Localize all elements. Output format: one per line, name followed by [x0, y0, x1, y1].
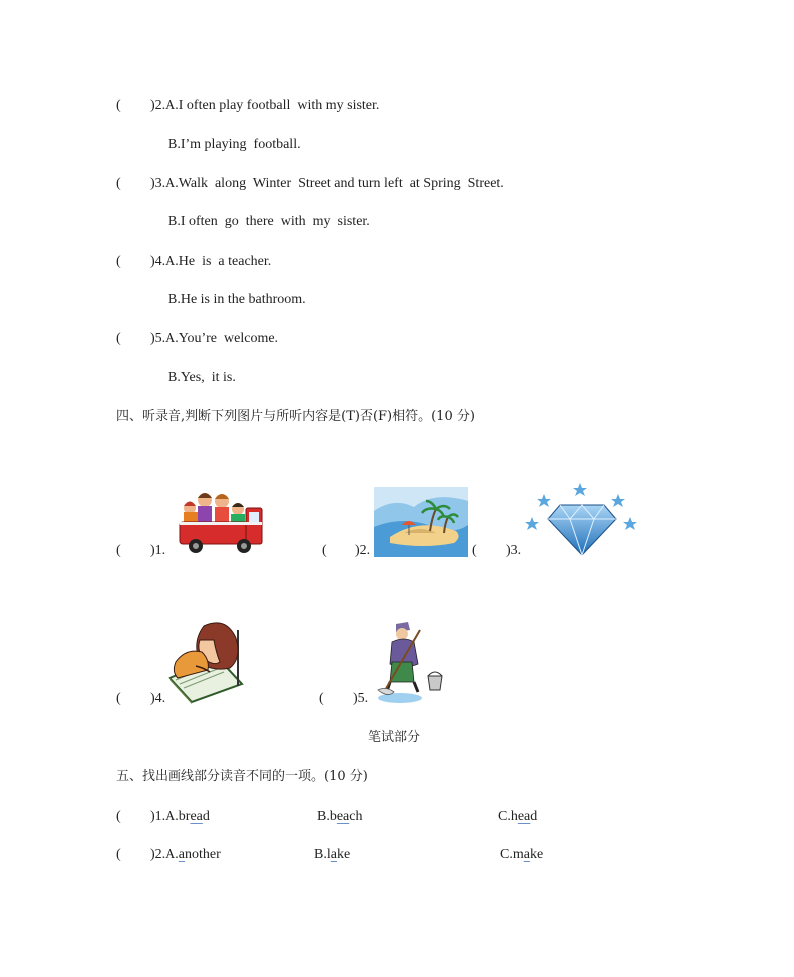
question-4-a: )4.A.He is a teacher.	[150, 254, 272, 269]
paren-open-2: (	[116, 98, 121, 113]
s5-row-1-option-a: )1.A.bread	[150, 809, 210, 824]
pic-item-4-paren: (	[116, 691, 121, 706]
question-2-a: )2.A.I often play football with my sister.	[150, 98, 380, 113]
paren-open-5: (	[116, 331, 121, 346]
beach-island-image	[374, 487, 468, 557]
s5-row-2-option-b: B.lake	[314, 847, 351, 862]
pic-item-3-label: )3.	[506, 543, 522, 558]
girl-writing-image	[166, 618, 246, 704]
question-5-b: B.Yes, it is.	[168, 370, 236, 385]
s5-row-1-paren: (	[116, 809, 121, 824]
s5-row-2-paren: (	[116, 847, 121, 862]
pic-item-4-label: )4.	[150, 691, 166, 706]
diamond-with-stars-image	[524, 481, 638, 557]
pic-item-5-paren: (	[319, 691, 324, 706]
question-3-a: )3.A.Walk along Winter Street and turn left at Spring Street.	[150, 176, 504, 191]
paren-open-3: (	[116, 176, 121, 191]
question-4-b: B.He is in the bathroom.	[168, 292, 306, 307]
bus-with-children-image	[176, 488, 266, 554]
pic-item-5-label: )5.	[353, 691, 369, 706]
pic-item-2-paren: (	[322, 543, 327, 558]
section-4-heading: 四、听录音,判断下列图片与所听内容是(T)否(F)相符。(10 分)	[116, 409, 475, 424]
pic-item-1-paren: (	[116, 543, 121, 558]
question-3-b: B.I often go there with my sister.	[168, 214, 370, 229]
section-5-heading: 五、找出画线部分读音不同的一项。(10 分)	[116, 769, 368, 784]
pic-item-3-paren: (	[472, 543, 477, 558]
paren-open-4: (	[116, 254, 121, 269]
s5-row-1-option-b: B.beach	[317, 809, 363, 824]
s5-row-2-option-a: )2.A.another	[150, 847, 221, 862]
question-5-a: )5.A.You’re welcome.	[150, 331, 279, 346]
question-2-b: B.I’m playing football.	[168, 137, 301, 152]
s5-row-2-option-c: C.make	[500, 847, 544, 862]
written-part-title: 笔试部分	[368, 730, 421, 745]
woman-mopping-image	[374, 620, 448, 706]
s5-row-1-option-c: C.head	[498, 809, 538, 824]
pic-item-1-label: )1.	[150, 543, 166, 558]
pic-item-2-label: )2.	[355, 543, 371, 558]
